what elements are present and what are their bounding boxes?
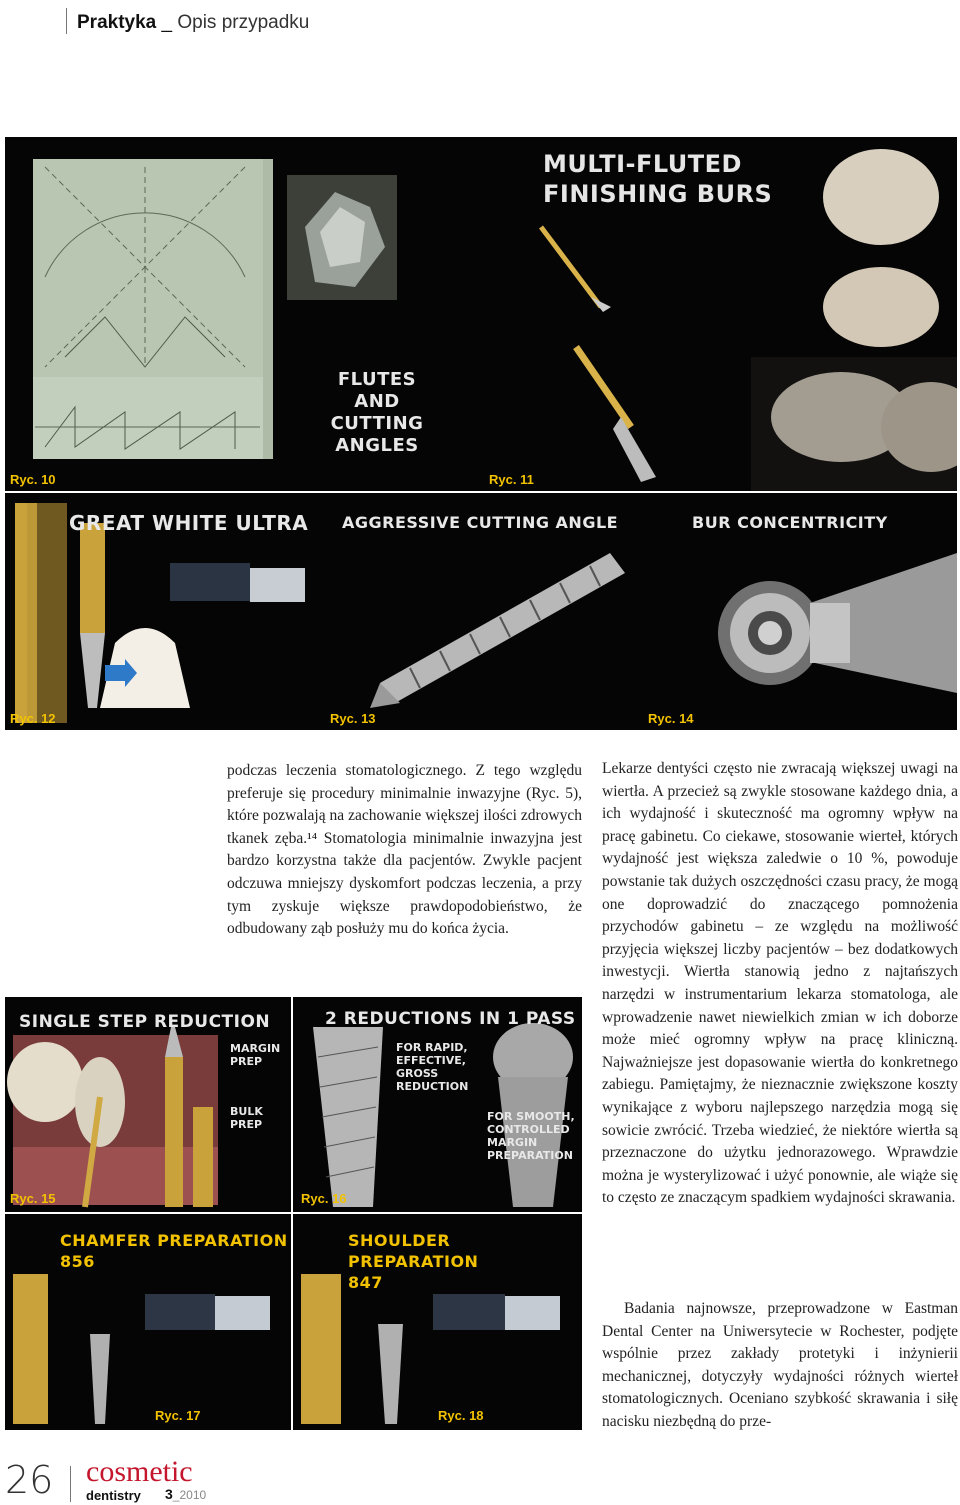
article-right-column-bottom	[602, 1298, 958, 1434]
ryc12-caption: Ryc. 12	[10, 711, 56, 726]
ryc15-label1-line1: MARGIN	[230, 1042, 281, 1055]
footer-divider	[70, 1466, 71, 1502]
ryc11-title-line1: MULTI-FLUTED	[543, 150, 742, 178]
ryc11-title-line2: FINISHING BURS	[543, 180, 773, 208]
figure-ryc17	[5, 1214, 291, 1430]
ryc10-title-line1: FLUTES AND	[337, 369, 417, 412]
ryc14-caption: Ryc. 14	[648, 711, 694, 726]
ryc16-label1-line4: REDUCTION	[396, 1080, 469, 1093]
article-paragraph-2: Badania najnowsze, przeprowadzone w Eastman Dental Center na Uniwersytecie w Rochester, podjęte wspólnie przez zakłady protetyki i inżynierii mechanicznej, dotyczyły wydajności różnych wierteł stomatologicznych. Oceniano szybkość skrawania i siłę nacisku niezbędną do prze-	[602, 1300, 958, 1430]
ryc13-caption: Ryc. 13	[330, 711, 376, 726]
two-reductions-photo	[293, 997, 582, 1212]
ryc18-title-line2: 847	[348, 1273, 383, 1292]
figure-ryc14	[640, 493, 957, 730]
ryc18-caption: Ryc. 18	[438, 1408, 484, 1423]
ryc16-caption: Ryc. 16	[301, 1191, 347, 1206]
ryc18-title-line1: SHOULDER PREPARATION	[348, 1231, 479, 1271]
issue-number: 3	[165, 1486, 173, 1502]
figure-ryc18	[293, 1214, 582, 1430]
article-right-column	[602, 758, 958, 1210]
ryc16-label2-line1: FOR SMOOTH,	[487, 1110, 575, 1123]
ryc15-label2-line2: PREP	[230, 1118, 263, 1131]
ryc17-title	[60, 1230, 288, 1272]
ryc12-title: GREAT WHITE ULTRA	[69, 511, 309, 535]
ryc16-label2-line2: CONTROLLED	[487, 1123, 570, 1136]
ryc17-title-line1: CHAMFER PREPARATION	[60, 1231, 288, 1250]
ryc18-title	[348, 1230, 582, 1293]
header-category: Opis przypadku	[177, 12, 310, 33]
magazine-logo-dentistry: dentistry	[86, 1488, 141, 1503]
figure-ryc11	[481, 137, 957, 491]
ryc16-title: 2 REDUCTIONS IN 1 PASS	[325, 1009, 576, 1029]
figure-ryc13	[320, 493, 640, 730]
ryc17-title-line2: 856	[60, 1252, 95, 1271]
ryc14-title: BUR CONCENTRICITY	[692, 513, 888, 532]
issue-year: _2010	[172, 1488, 207, 1502]
figure-ryc10	[5, 137, 481, 491]
ryc15-label1-line2: PREP	[230, 1055, 263, 1068]
header-section: Praktyka	[77, 12, 157, 33]
figure-ryc15	[5, 997, 291, 1212]
ryc10-title-line2: CUTTING	[330, 413, 424, 434]
ryc15-label2-line1: BULK	[230, 1105, 263, 1118]
ryc15-title: SINGLE STEP REDUCTION	[19, 1012, 271, 1032]
running-header	[77, 12, 309, 34]
figure-ryc16	[293, 997, 582, 1212]
ryc15-caption: Ryc. 15	[10, 1191, 56, 1206]
ryc16-label-smooth	[487, 1110, 575, 1162]
article-middle-column	[227, 760, 582, 941]
page-number: 26	[5, 1458, 54, 1502]
ryc11-title	[543, 149, 772, 209]
ryc11-caption: Ryc. 11	[489, 472, 534, 487]
ryc10-caption: Ryc. 10	[10, 472, 56, 487]
ryc16-label2-line3: MARGIN	[487, 1136, 538, 1149]
header-divider	[66, 8, 67, 34]
issue-label	[165, 1486, 206, 1502]
magazine-logo-cosmetic: cosmetic	[86, 1455, 193, 1488]
ryc16-label1-line3: GROSS	[396, 1067, 439, 1080]
ryc16-label1-line1: FOR RAPID,	[396, 1041, 468, 1054]
ryc10-title	[313, 369, 441, 457]
figure-ryc12	[5, 493, 320, 730]
ryc16-label2-line4: PREPARATION	[487, 1149, 573, 1162]
article-paragraph-1: Lekarze dentyści często nie zwracają większej uwagi na wiertła. A przecież są zwykle stosowane każdego dnia, a ich wydajność i skuteczność ma ogromny wpływ na pracę gabinetu. Co ciekawe, stosowanie wierteł, których wydajność jest większa zaledwie o 10 %, powoduje powstanie tak dużych oszczędności czasu pracy, że mogą one doprowadzić do znaczącego pomnożenia przychodów gabinetu – ze względu na możliwość przyjęcia większej liczby pacjentów – bez dodatkowych inwestycji. Wiertła stanowią jedno z najtańszych narzędzi w instrumentarium lekarza stomatologa, ale wprowadzenie nawet niewielkich zmian w ich doborze może mieć ogromny wpływ na pracę kliniczną. Najważniejsze jest dopasowanie wiertła do konkretnego zabiegu. Pamiętajmy, że nieznacznie zwiększone koszty wynikające z wyboru najlepszego narzędzia mogą się sowicie zwrócić. Trzeba wiedzieć, że niektóre wiertła są przeznaczone do użytku jednorazowego. Wprawdzie można je wysterylizować i użyć ponownie, ale wiąże się to często ze znaczącym spadkiem wydajności skrawania.	[602, 760, 958, 1207]
header-separator: _	[156, 12, 178, 33]
ryc16-label1-line2: EFFECTIVE,	[396, 1054, 466, 1067]
ryc10-title-line3: ANGLES	[335, 435, 419, 456]
ryc13-title: AGGRESSIVE CUTTING ANGLE	[342, 513, 619, 532]
ryc15-label-bulk-prep	[230, 1105, 263, 1131]
ryc15-label-margin-prep	[230, 1042, 280, 1068]
article-paragraph-0: podczas leczenia stomatologicznego. Z tego względu preferuje się procedury minimalnie inwazyjne (Ryc. 5), które pozwalają na zachowanie większej ilości zdrowych tkanek zęba.¹⁴ Stomatologia minimalnie inwazyjna jest bardzo korzystna także dla pacjentów. Zwykle pacjent odczuwa mniejszy dyskomfort podczas leczenia, a przy tym zyskuje większe prawdopodobieństwo, że odbudowany ząb posłuży mu do końca życia.	[227, 762, 582, 938]
ryc17-caption: Ryc. 17	[155, 1408, 201, 1423]
ryc16-label-rapid	[396, 1041, 468, 1093]
